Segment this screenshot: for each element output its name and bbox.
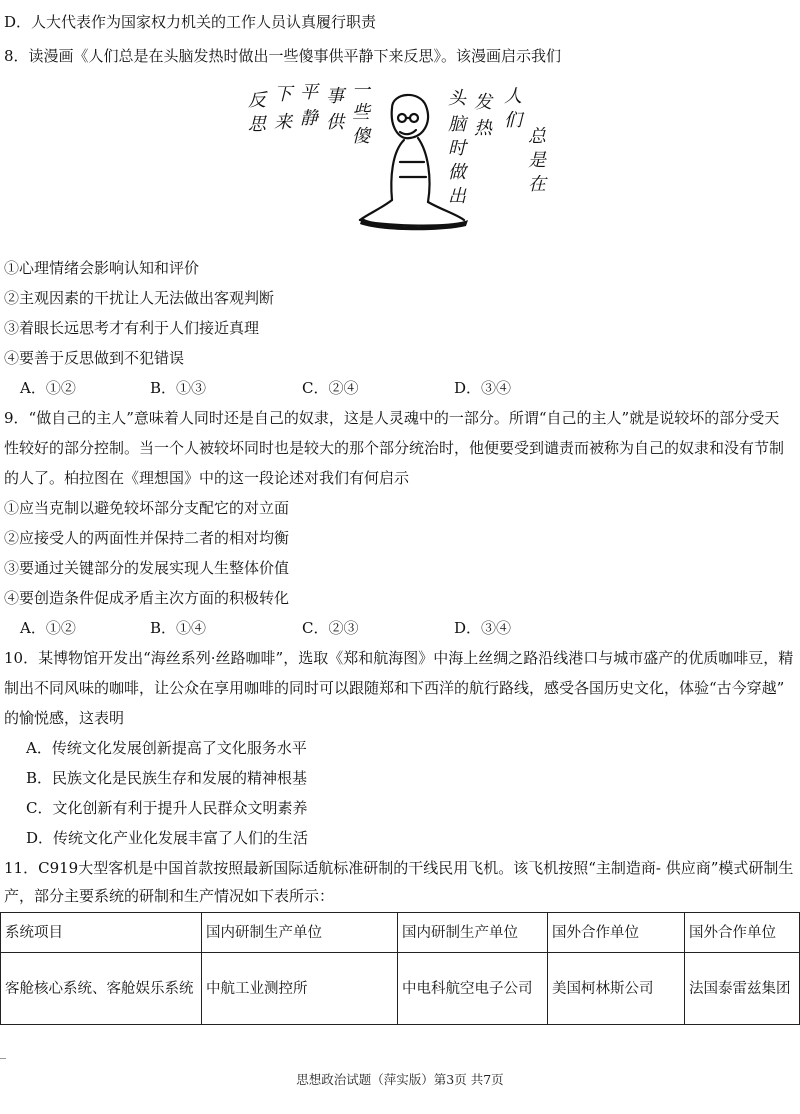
table-header-cell: 国内研制生产单位 bbox=[398, 913, 548, 953]
cartoon-char: 供 bbox=[326, 112, 344, 133]
cartoon-char: 是 bbox=[528, 150, 546, 171]
cartoon-char: 热 bbox=[474, 118, 492, 139]
table-header-cell: 系统项目 bbox=[1, 913, 202, 953]
table-cell: 中航工业测控所 bbox=[202, 953, 398, 1025]
question-11-stem-2: 产，部分主要系统的研制和生产情况如下表所示： bbox=[4, 887, 335, 905]
table-cell: 中电科航空电子公司 bbox=[398, 953, 548, 1025]
table-cell: 美国柯林斯公司 bbox=[548, 953, 685, 1025]
cartoon-char: 反 bbox=[248, 90, 266, 111]
table-row bbox=[1, 953, 800, 1025]
cartoon-char: 时 bbox=[448, 138, 466, 159]
table-header-cell: 国内研制生产单位 bbox=[202, 913, 398, 953]
cartoon-char: 下 bbox=[274, 84, 292, 105]
question-9-stem-1: 9．“做自己的主人”意味着人同时还是自己的奴隶，这是人灵魂中的一部分。所谓“自己的主人”就是说较坏的部分受天 bbox=[4, 409, 780, 427]
cartoon-char: 平 bbox=[300, 82, 318, 103]
cartoon-char: 出 bbox=[448, 186, 466, 207]
table-header-row bbox=[1, 913, 800, 953]
cartoon-char: 们 bbox=[504, 110, 522, 131]
q8-statement-4: ④要善于反思做到不犯错误 bbox=[4, 349, 185, 367]
question-9-stem-3: 的人了。柏拉图在《理想国》中的这一段论述对我们有何启示 bbox=[4, 469, 410, 487]
cartoon-char: 静 bbox=[300, 108, 318, 129]
question-10-stem-3: 的愉悦感，这表明 bbox=[4, 709, 125, 727]
q8-statement-3: ③着眼长远思考才有利于人们接近真理 bbox=[4, 319, 260, 337]
cartoon-char: 傻 bbox=[352, 126, 370, 147]
q9-option-b: B．①④ bbox=[150, 619, 207, 637]
q9-option-c: C．②③ bbox=[302, 619, 359, 637]
margin-mark bbox=[0, 1058, 6, 1059]
q9-option-d: D．③④ bbox=[454, 619, 512, 637]
cartoon-char: 在 bbox=[528, 174, 546, 195]
table-cell: 客舱核心系统、客舱娱乐系统 bbox=[1, 953, 202, 1025]
systems-table bbox=[0, 912, 800, 1025]
cartoon-char: 一 bbox=[352, 82, 370, 101]
cartoon-char: 头 bbox=[448, 88, 466, 109]
question-10-stem-1: 10．某博物馆开发出“海丝系列·丝路咖啡”，选取《郑和航海图》中海上丝绸之路沿线港口与城市盛产的优质咖啡豆，精 bbox=[4, 649, 794, 667]
q9-statement-3: ③要通过关键部分的发展实现人生整体价值 bbox=[4, 559, 290, 577]
cartoon-char: 总 bbox=[528, 126, 546, 147]
q8-statement-2: ②主观因素的干扰让人无法做出客观判断 bbox=[4, 289, 275, 307]
cartoon-image bbox=[242, 82, 554, 232]
cartoon-char: 事 bbox=[326, 86, 344, 107]
q9-statement-1: ①应当克制以避免较坏部分支配它的对立面 bbox=[4, 499, 290, 517]
q9-statement-4: ④要创造条件促成矛盾主次方面的积极转化 bbox=[4, 589, 290, 607]
cartoon-char: 些 bbox=[352, 102, 370, 123]
cartoon-char: 人 bbox=[504, 86, 522, 107]
question-9-stem-2: 性较好的部分控制。当一个人被较坏同时也是较大的那个部分统治时，他便要受到谴责而被称为自己的奴隶和没有节制 bbox=[4, 439, 785, 457]
table-header-cell: 国外合作单位 bbox=[548, 913, 685, 953]
cartoon-char: 发 bbox=[474, 92, 492, 113]
cartoon-char: 做 bbox=[448, 162, 466, 183]
table-header-cell: 国外合作单位 bbox=[685, 913, 800, 953]
q8-option-d: D．③④ bbox=[454, 379, 512, 397]
table-cell: 法国泰雷兹集团 bbox=[685, 953, 800, 1025]
question-8-stem: 8．读漫画《人们总是在头脑发热时做出一些傻事供平静下来反思》。该漫画启示我们 bbox=[4, 47, 562, 65]
q10-option-c: C．文化创新有利于提升人民群众文明素养 bbox=[26, 799, 308, 817]
q9-option-a: A．①② bbox=[20, 619, 76, 637]
cartoon-char: 脑 bbox=[448, 114, 466, 135]
q8-option-a: A．①② bbox=[20, 379, 76, 397]
cartoon-char: 思 bbox=[248, 114, 266, 135]
q8-statement-1: ①心理情绪会影响认知和评价 bbox=[4, 259, 200, 277]
q9-statement-2: ②应接受人的两面性并保持二者的相对均衡 bbox=[4, 529, 290, 547]
option-d-previous: D．人大代表作为国家权力机关的工作人员认真履行职责 bbox=[4, 13, 377, 31]
question-10-stem-2: 制出不同风味的咖啡，让公众在享用咖啡的同时可以跟随郑和下西洋的航行路线，感受各国历史文化，体验“古今穿越” bbox=[4, 679, 785, 697]
q8-option-b: B．①③ bbox=[150, 379, 207, 397]
q10-option-b: B．民族文化是民族生存和发展的精神根基 bbox=[26, 769, 308, 787]
page-footer: 思想政治试题（萍实版）第3页 共7页 bbox=[296, 1072, 504, 1087]
q10-option-a: A．传统文化发展创新提高了文化服务水平 bbox=[26, 739, 307, 757]
q10-option-d: D．传统文化产业化发展丰富了人们的生活 bbox=[26, 829, 309, 847]
cartoon-char: 来 bbox=[274, 112, 292, 133]
q8-option-c: C．②④ bbox=[302, 379, 359, 397]
question-11-stem-1: 11．C919大型客机是中国首款按照最新国际适航标准研制的干线民用飞机。该飞机按照“主制造商- 供应商”模式研制生 bbox=[4, 859, 794, 877]
